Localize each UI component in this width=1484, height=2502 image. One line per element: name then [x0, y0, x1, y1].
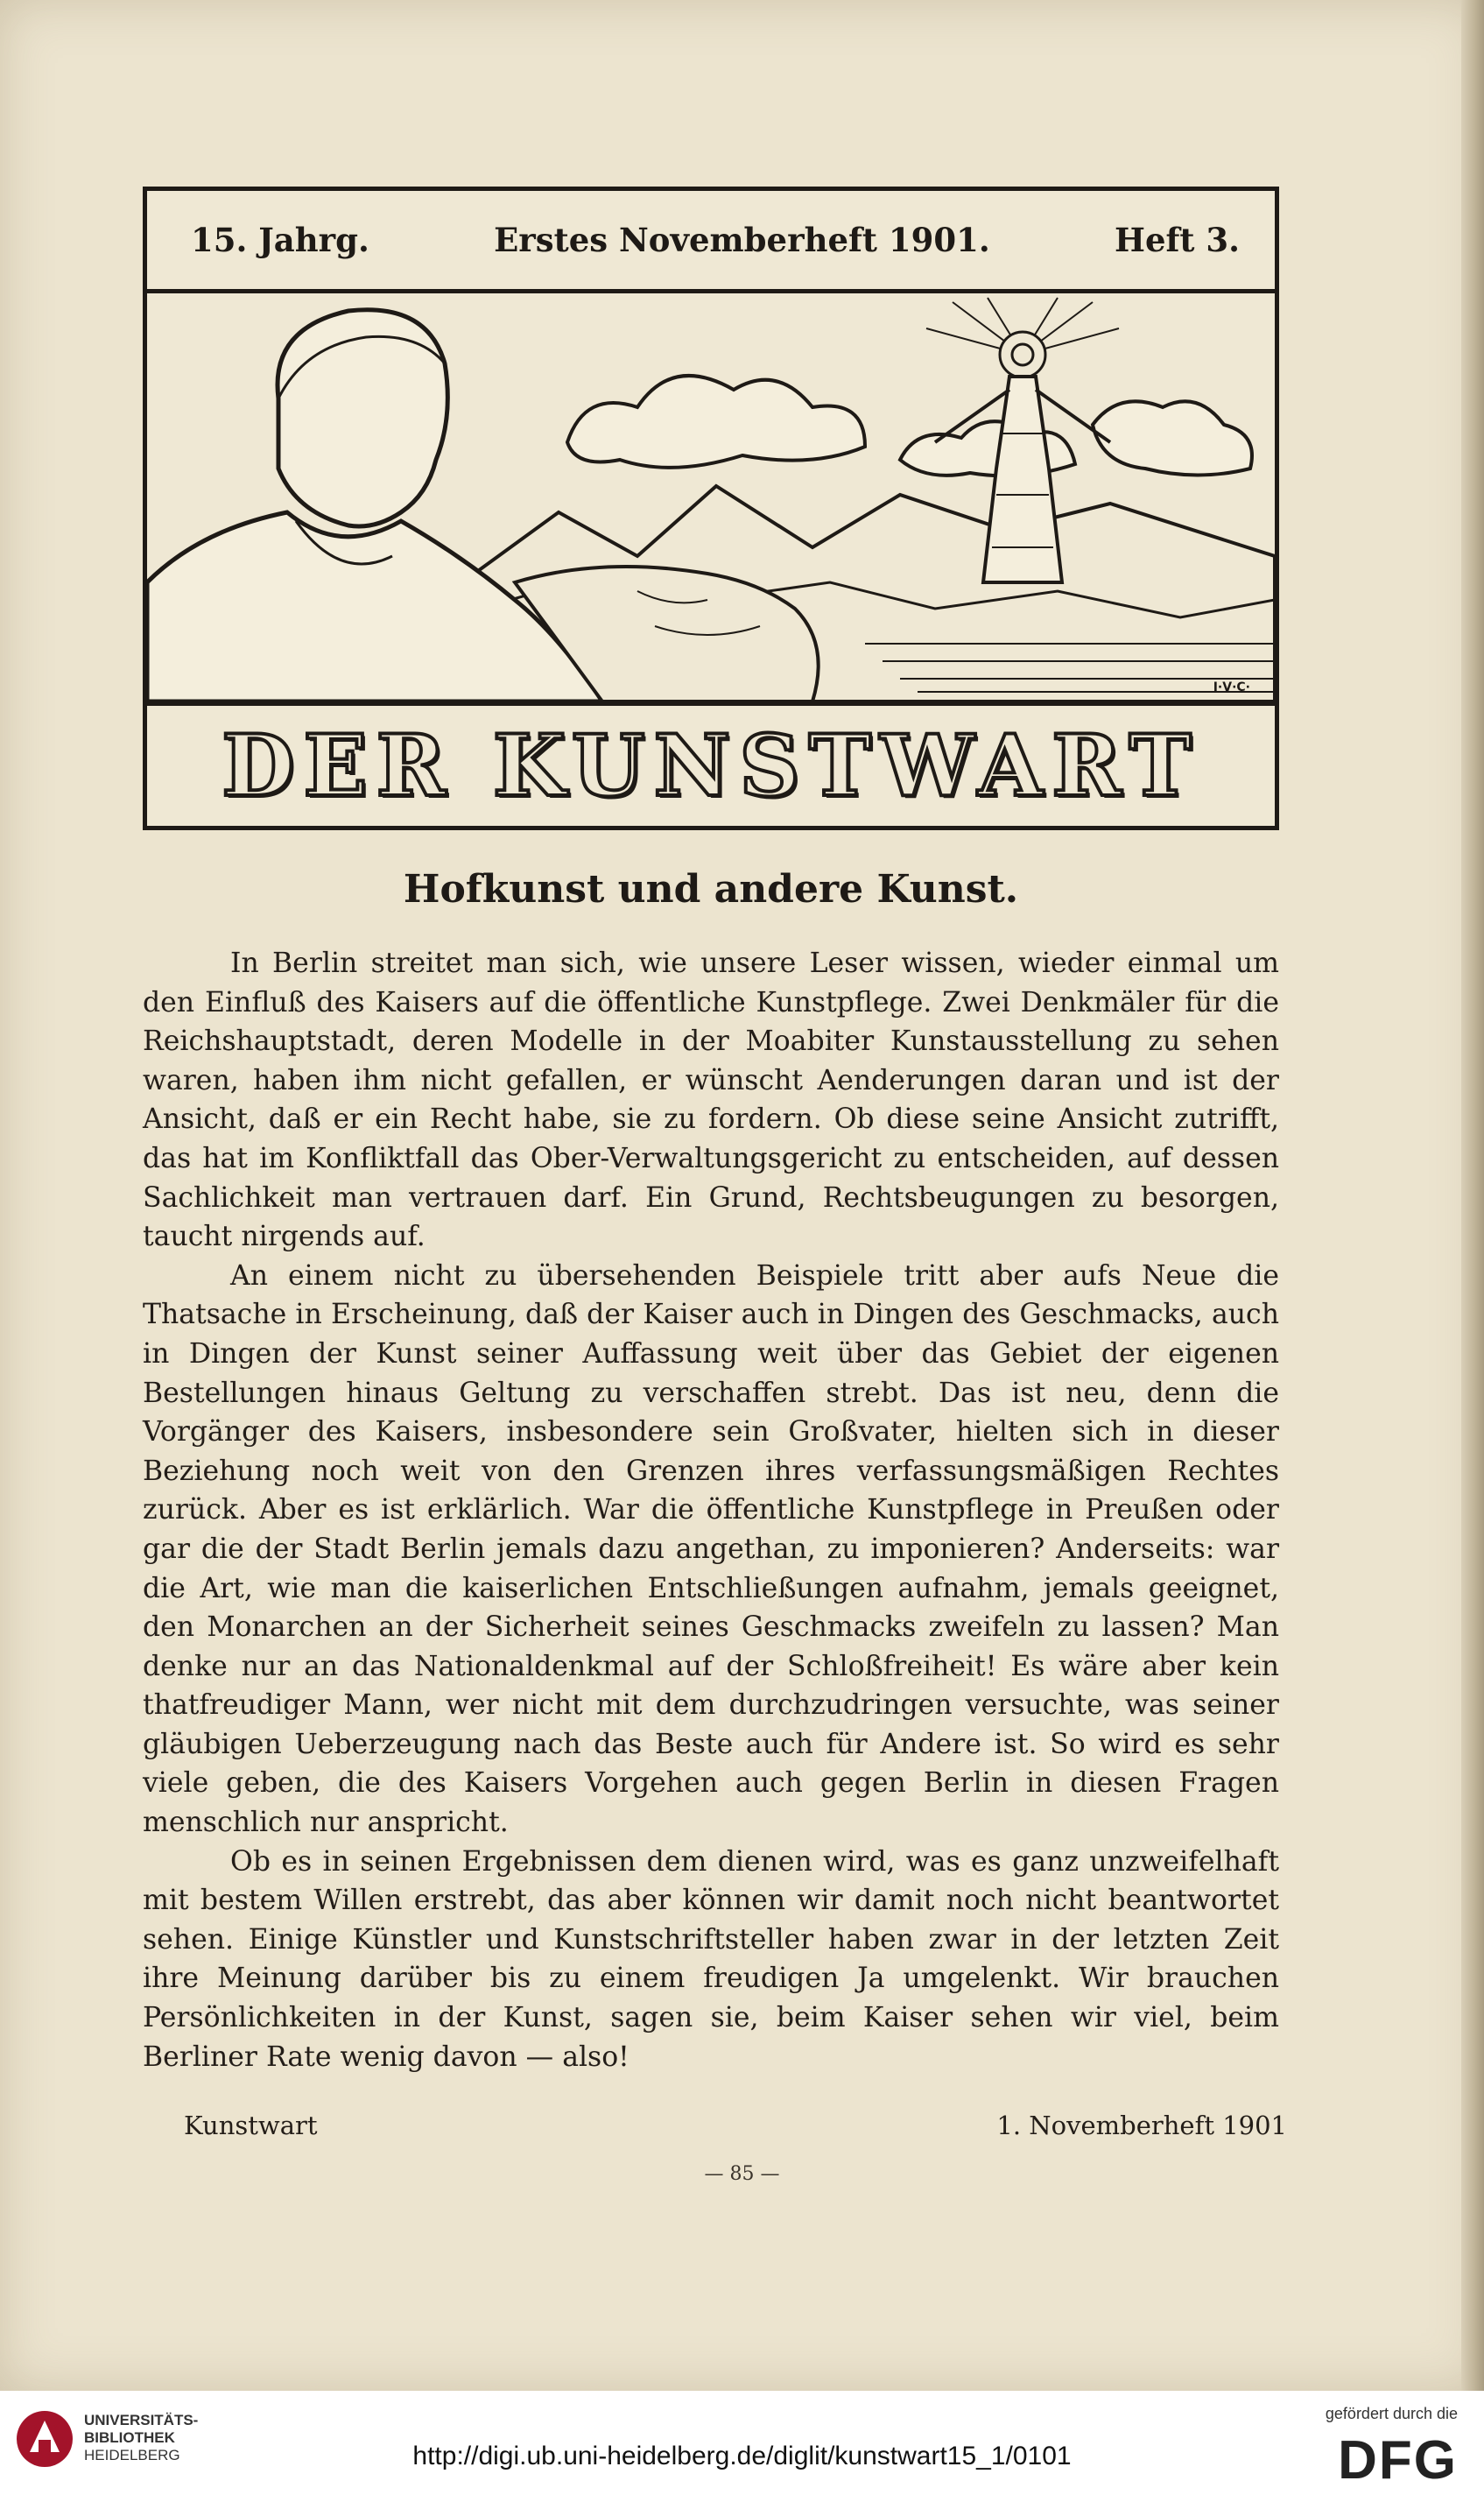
university-library-name: UNIVERSITÄTS- BIBLIOTHEK HEIDELBERG [84, 2412, 199, 2463]
viewer-bottom-bar [0, 2391, 1484, 2502]
paragraph-2: An einem nicht zu übersehenden Beispiele tritt aber aufs Neue die Thatsache in Erscheinung, daß der Kaiser auch in Dingen des Geschmacks, auch in Dingen der Kunst seiner Auffassung weit über das Gebiet der eigenen Bestellungen hinaus Geltung zu verschaffen strebt. Das ist neu, denn die Vorgänger des Kaisers, insbesondere sein Großvater, hielten sich in dieser Beziehung noch weit von den Grenzen ihres verfassungsmäßigen Rechtes zurück. Aber es ist erklärlich. War die öffentliche Kunstpflege in Preußen oder gar die der Stadt Berlin jemals dazu angethan, zu imponieren? Anderseits: war die Art, wie man die kaiserlichen Entschließungen aufnahm, jemals geeignet, den Monarchen an der Sicherheit seines Geschmacks zweifeln zu lassen? Man denke nur an das Nationaldenkmal auf der Schloßfreiheit! Es wäre aber kein thatfreudiger Mann, wer nicht mit dem durchzudringen versuchte, was seiner gläubigen Ueberzeugung nach das Beste auch für Andere ist. So wird es sehr viele geben, die des Kaisers Vorgehen auch gegen Berlin in diesen Fragen menschlich nur anspricht. [143, 1259, 1279, 1839]
article-headline: Hofkunst und andere Kunst. [403, 867, 1019, 912]
page-edge [1461, 0, 1484, 2391]
masthead-info-row [147, 191, 1275, 293]
footer-issue: 1. Novemberheft 1901 [996, 2111, 1287, 2140]
paragraph-1: In Berlin streitet man sich, wie unsere Leser wissen, wieder einmal um den Einfluß des Kaisers auf die öffentliche Kunstpflege. Zwei Denkmäler für die Reichshauptstadt, deren Modelle in der Moabiter Kunstausstellung zu sehen waren, haben ihm nicht gefallen, er wünscht Aenderungen daran und ist der Ansicht, daß er ein Recht habe, sie zu fordern. Ob diese seine Ansicht zutrifft, das hat im Konfliktfall das Ober-Verwaltungsgericht zu entscheiden, auf dessen Sachlichkeit man vertrauen darf. Ein Grund, Rechtsbeugungen zu besorgen, taucht nirgends auf. [143, 948, 1279, 1253]
artist-monogram: I·V·C· [1213, 680, 1250, 694]
paragraph-3: Ob es in seinen Ergebnissen dem dienen wird, was es ganz unzweifelhaft mit bestem Willen erstrebt, das aber können wir damit noch nicht beantwortet sehen. Einige Künstler und Kunstschriftsteller haben zwar in der letzten Zeit ihre Meinung darüber bis zu einem freudigen Ja umgelenkt. Wir brauchen Persönlichkeiten in der Kunst, sagen sie, beim Kaiser sehen wir viel, beim Berliner Rate wenig davon — also! [143, 1845, 1279, 2073]
dfg-logo: DFG [1338, 2430, 1458, 2491]
illustration-graphic [147, 293, 1275, 701]
footer-journal-name: Kunstwart [184, 2111, 318, 2140]
article-body [143, 944, 1279, 2076]
page-number: — 85 — [704, 2163, 780, 2185]
issue-label: Erstes Novemberheft 1901. [494, 221, 990, 259]
masthead-illustration [147, 293, 1275, 701]
funding-label: gefördert durch die [1325, 2405, 1458, 2422]
masthead [143, 187, 1279, 830]
number-label: Heft 3. [1114, 221, 1240, 259]
masthead-title: DER KUNSTWART [147, 701, 1275, 826]
volume-label: 15. Jahrg. [191, 221, 369, 259]
permalink-url[interactable]: http://digi.ub.uni-heidelberg.de/diglit/kunstwart15_1/0101 [412, 2442, 1072, 2470]
